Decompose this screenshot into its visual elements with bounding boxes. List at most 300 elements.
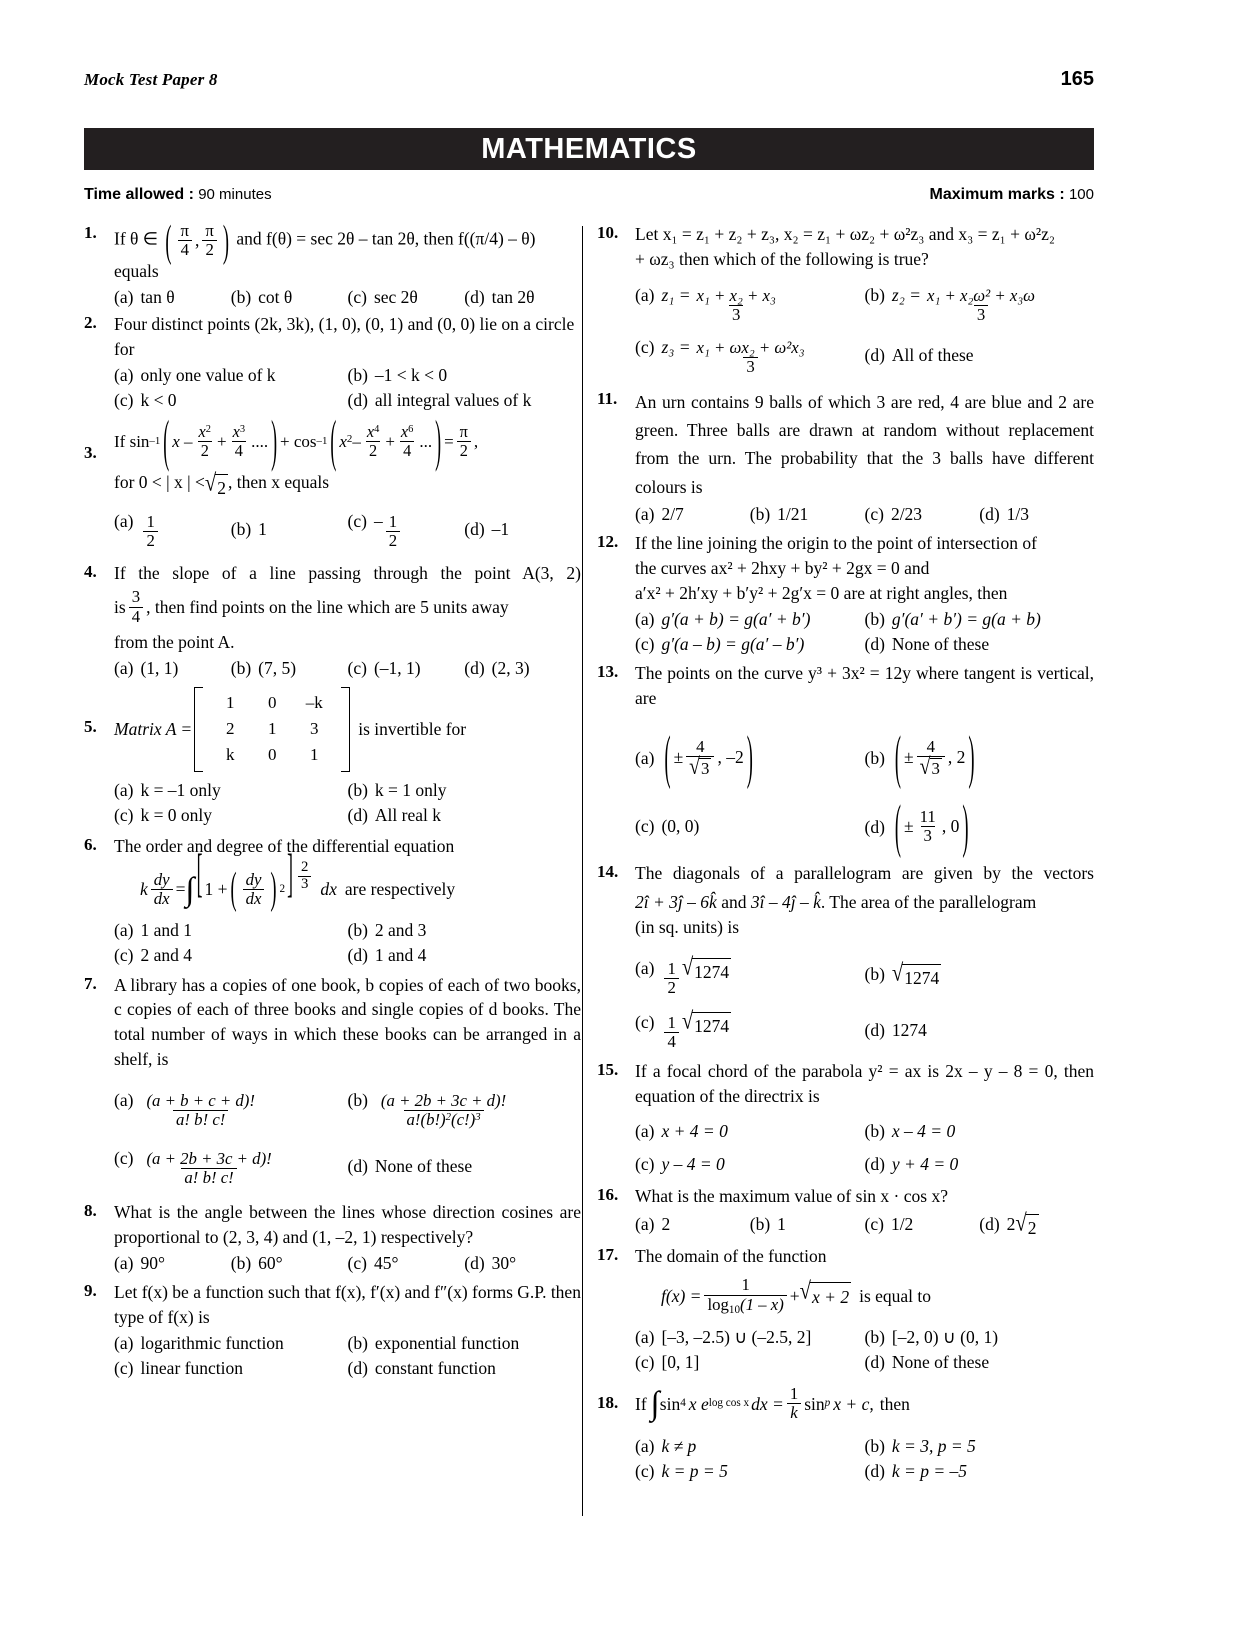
option-d[interactable] [464,285,581,310]
q3-f2ns: 3 [239,424,246,436]
running-head-title: Mock Test Paper 8 [84,70,218,89]
question-text: The points on the curve y³ + 3x² = 12y where tangent is vertical, are [635,663,1094,708]
option-c-label: (c) [635,1011,655,1032]
option-d[interactable] [464,656,581,681]
option-b-value: g′(a′ + b′) = g(a + b) [891,608,1041,629]
q3-cond-tail: , then x equals [228,471,330,492]
q1-text-b: and f(θ) = sec 2θ – tan 2θ, then f((π/4) – θ) [236,228,536,249]
option-b-label: (b) [347,1090,368,1111]
q13-options [635,721,1094,859]
option-c[interactable] [114,388,348,413]
option-a-label: (a) [635,1214,655,1235]
option-a[interactable] [114,778,348,803]
option-b[interactable] [231,285,348,310]
option-c-label: (c) [114,1148,134,1169]
option-d-label: (d) [979,504,1000,525]
option-a-num: x₁ + x₂ + x₃ [696,286,776,306]
option-c[interactable] [635,814,865,839]
question-text: A library has a copies of one book, b copies of each of two books, c copies of each of three books and single copies of d books. The total number of ways in which these books can be arranged in a shelf, is [114,974,581,1070]
option-c[interactable] [348,656,465,681]
running-head [84,68,1094,91]
question-number: 14. [597,861,619,881]
option-a-num: 1 [146,511,155,531]
option-c-label: (c) [114,1357,134,1378]
option-d[interactable] [348,388,582,413]
option-b[interactable] [865,283,1095,324]
q6-inner-paren: ( $\frac{dy}{dx}$ ) [230,863,277,912]
q17-den-sub: 10 [728,1303,740,1316]
option-c[interactable] [348,1251,465,1276]
option-b[interactable] [348,778,582,803]
option-c-den: 3 [743,357,757,376]
q3-f1ns: 2 [205,424,212,436]
question-number: 9. [84,1280,97,1300]
q18-sin2: sin [804,1393,825,1414]
q17-plus: + [789,1286,800,1307]
time-allowed [84,184,272,204]
option-d[interactable] [464,1251,581,1276]
option-b[interactable] [864,725,1095,790]
maximum-marks [930,184,1094,204]
option-d-label: (d) [864,816,885,837]
q3-condition [114,470,581,501]
q3-inner2b: – [352,431,361,451]
question-10 [597,222,1094,382]
q18-sin-sup: 4 [680,1397,686,1410]
option-d-value: constant function [374,1357,496,1378]
question-columns [84,216,1094,1522]
option-a-fd: 2 [664,978,678,997]
matrix-cell: –k [305,692,323,712]
question-number: 1. [84,223,97,242]
option-d-label: (d) [864,1461,885,1482]
option-c[interactable] [635,1148,865,1181]
option-c[interactable]: (c) $\frac{1}{4}$ √ 1274 [635,1008,730,1051]
option-c-label: (c) [635,1154,655,1175]
page-number: 165 [1060,68,1094,90]
option-a-label: (a) [114,365,134,385]
question-number: 13. [597,662,619,682]
option-c[interactable] [635,335,865,376]
q3-f3d: 2 [366,441,380,460]
q3-cond: for 0 < | x | < [114,471,205,492]
option-d-label: (d) [864,633,885,654]
option-b-num: (a + 2b + 3c + d)! [380,1091,507,1111]
q3-sup1: –1 [149,435,161,448]
question-number: 11. [597,388,618,408]
q5-tail: is invertible for [358,719,467,740]
option-b-value: –1 < k < 0 [374,365,448,385]
q3-options [114,507,581,553]
option-d-tail: , 0 [941,816,960,837]
option-b[interactable] [750,502,865,527]
option-b-label: (b) [749,1214,771,1235]
option-b-label: (b) [749,504,771,525]
option-a[interactable] [114,363,348,388]
question-3 [84,408,581,552]
option-b-label: (b) [230,1252,252,1273]
option-a[interactable]: (a) $\frac{1}{2}$ √ 1274 [635,954,730,997]
option-d-label: (d) [347,945,368,966]
q1-fracb-num: π [205,221,214,240]
option-b[interactable] [750,1212,865,1241]
option-a-label: (a) [114,1090,134,1111]
option-a[interactable] [635,1212,750,1241]
integral-icon: ∫ [650,1384,660,1422]
option-b-label: (b) [347,1332,368,1353]
q14-line-3: (in sq. units) is [635,916,740,937]
option-c-label: (c) [347,1252,367,1273]
q9-options [114,1331,581,1381]
option-a-label: (a) [635,747,655,768]
option-d[interactable] [464,517,581,542]
matrix-cell: 0 [268,745,277,765]
q3-paren2: ( $x^2$ – $\frac{x^4}{2}$ + $\frac{x^6}{4}$ ... ) [330,408,442,473]
question-number: 10. [597,223,619,242]
option-b-value: k = 3, p = 5 [891,1436,976,1457]
option-b[interactable] [865,1325,1095,1350]
q6-expn: 2 [300,859,309,876]
option-c[interactable] [114,943,348,968]
option-c-label: (c) [635,337,655,358]
q3-lead: If sin [114,431,150,451]
option-c[interactable] [635,1459,865,1484]
q18-sin: sin [659,1393,681,1414]
question-number: 2. [84,313,97,333]
option-c-label: (c) [635,1461,655,1482]
option-a[interactable] [635,725,865,790]
subject-title: MATHEMATICS [481,132,697,165]
question-number: 17. [597,1244,619,1264]
q8-options [114,1251,581,1276]
q10-options [635,278,1094,382]
q17-equation: f(x) = $\frac{1}{\log_{10}(1 - x)}$ + √ x + 2 is equal to [661,1275,932,1316]
option-b-rad: 1274 [902,964,941,991]
option-b-value: k = 1 only [374,779,447,800]
option-d[interactable] [348,1356,582,1381]
question-17 [597,1244,1094,1375]
option-b[interactable] [231,1251,348,1276]
option-a-value: tan θ [140,287,175,308]
question-number: 3. [84,443,97,463]
q6-dxend: dx [320,879,337,900]
q18-xe: x e [688,1393,709,1414]
question-15 [597,1059,1094,1181]
q1-text-a: If θ ∈ [114,228,159,249]
option-a-label: (a) [635,1326,655,1347]
option-a[interactable] [635,283,865,324]
option-a-den: 3 [729,305,743,324]
q3-f3n: x [366,422,375,442]
option-b[interactable] [348,363,582,388]
matrix-cell: 3 [310,719,319,739]
option-b-point: ( ± 4 √ 3 , 2 ) [894,725,975,790]
q18-lead: If [635,1393,647,1414]
q3-inner1a: x – [172,431,193,451]
option-c[interactable] [865,502,980,527]
q1-fracb-den: 2 [202,240,216,259]
q3-cond-rad: 2 [215,474,228,501]
option-c-den: 2 [386,531,400,550]
option-d-label: (d) [864,1351,885,1372]
option-a[interactable] [114,1331,348,1356]
option-c[interactable] [635,1350,865,1375]
option-b[interactable] [865,1434,1095,1459]
option-c[interactable] [114,1356,348,1381]
question-14 [597,861,1094,1058]
option-d-value: 1/3 [1006,504,1030,525]
option-b[interactable] [348,1331,582,1356]
option-b-num: x₁ + x₂ω² + x₃ω [927,286,1036,306]
option-b-label: (b) [864,963,885,984]
q18-exp: log cos x [708,1397,750,1410]
option-d-label: (d) [347,1156,368,1177]
matrix-cell: 1 [226,692,235,712]
maximum-marks-label: Maximum marks : [929,186,1065,203]
option-c-value: (–1, 1) [373,657,421,678]
option-b-value: 1 [777,1214,786,1235]
q18-fden: k [787,1403,800,1422]
option-a-num: 4 [696,736,705,756]
option-d-value: 30° [491,1252,517,1273]
option-d[interactable] [865,1148,1095,1181]
option-a[interactable] [114,509,231,550]
q3-sup2: –1 [316,435,328,448]
q3-f4n: x [400,422,409,442]
option-d-value: 1 and 4 [374,945,427,966]
option-b-den-s1: 2 [445,1111,452,1124]
option-a-value: g′(a + b) = g(a′ + b′) [661,608,811,629]
matrix-cell: 1 [268,719,277,739]
question-number: 5. [84,716,97,736]
option-a[interactable] [635,1325,865,1350]
q18-fnum: 1 [789,1384,799,1404]
q5-matrix-line [114,687,581,772]
matrix-cell: k [226,745,235,765]
option-c[interactable] [865,1212,980,1241]
option-b[interactable] [231,517,348,542]
option-d-label: (d) [464,1252,485,1273]
q6-dy2: dy [245,869,262,889]
question-8 [84,1200,581,1276]
q10-line-1: Let x₁ = z₁ + z₂ + z₃, x₂ = z₁ + ωz₂ + ω²z₃ and x₃ = z₁ + ω²z₂ [635,224,1055,244]
option-d-label: (d) [864,345,885,366]
option-d-rad: 2 [1026,1214,1039,1241]
question-6 [84,834,581,969]
option-a-point: ( ± 4 √ 3 , –2 ) [664,725,753,790]
option-c-value: 2/23 [890,504,923,525]
option-b-num: 4 [926,736,935,756]
question-13 [597,661,1094,859]
q6-one: 1 + [204,879,228,900]
time-allowed-label: Time allowed : [84,186,194,203]
q18-equation [635,1385,1094,1422]
option-c-label: (c) [347,287,367,308]
option-b[interactable] [865,607,1095,632]
option-d[interactable] [348,1154,582,1179]
q18-tail: then [879,1393,910,1414]
option-d-label: (d) [864,1154,885,1175]
q3-paren1: ( x – $\frac{x^2}{2}$ + $\frac{x^3}{4}$ .... ) [163,408,278,473]
option-c-label: (c) [114,390,134,411]
q18-sin2-sup: p [824,1397,831,1410]
option-b-lhs: z₂ = [891,285,921,306]
option-a[interactable] [114,1088,348,1129]
option-b-label: (b) [347,920,368,941]
option-b-den [404,1110,484,1129]
option-b-label: (b) [864,608,885,629]
q17-den-arg: (1 – x) [740,1294,784,1314]
option-d-label: (d) [464,657,485,678]
q3-equation [114,408,581,473]
q11-options [635,502,1094,527]
question-18 [597,1385,1094,1485]
q3-f3ns: 4 [374,424,380,436]
option-a[interactable] [635,607,865,632]
option-b-value: (7, 5) [258,657,297,678]
matrix-cell: 0 [268,692,277,712]
option-a-label: (a) [635,1121,655,1142]
option-c-num: x₁ + ωx₂ + ω²x₃ [696,338,805,358]
q16-options [635,1212,1094,1241]
question-text: If the slope of a line passing through the point A(3, 2) [114,562,581,583]
q6-dx: dx [151,889,173,908]
q3-inner2c: ... [419,431,433,451]
option-c-num: (a + 2b + 3c + d)! [146,1149,272,1169]
option-b[interactable] [348,1088,582,1129]
option-a-label: (a) [114,657,134,678]
q17-rad: x + 2 [810,1282,851,1310]
exam-meta-row [84,184,1094,204]
q17-options [635,1325,1094,1375]
option-c-label: (c) [864,504,884,525]
q6-expd: 3 [298,876,311,893]
q14-line2-tail: . The area of the parallelogram [820,891,1037,912]
option-c-value: g′(a – b) = g(a′ – b′) [661,633,805,654]
q12-line-2: the curves ax² + 2hxy + by² + 2gx = 0 and [635,558,930,579]
option-d-label: (d) [347,804,368,825]
option-d-value: y + 4 = 0 [891,1154,959,1175]
option-b[interactable] [231,656,348,681]
option-c-value: k = p = 5 [661,1461,728,1482]
option-b-value: cot θ [258,287,293,308]
question-9 [84,1280,581,1381]
q4-slope-line [114,588,581,625]
q14-vec1: 2î + 3ĵ – 6k̂ [635,891,717,912]
option-a[interactable] [114,1251,231,1276]
option-c[interactable] [114,803,348,828]
q17-tail: is equal to [859,1286,932,1307]
q3-f4ns: 6 [408,424,414,436]
option-b-label: (b) [864,1436,885,1457]
question-text: What is the maximum value of sin x · cos x? [635,1185,948,1206]
option-d-value: k = p = –5 [891,1461,968,1482]
option-b-den-a: a!(b!) [406,1110,446,1130]
option-d-den: 3 [921,826,935,845]
option-c[interactable] [348,285,465,310]
option-d[interactable] [348,943,582,968]
option-c-value: sec 2θ [373,287,418,308]
subject-title-bar [84,128,1094,170]
q14-options [635,949,1094,1057]
option-d[interactable] [348,803,582,828]
option-a[interactable] [114,656,231,681]
option-a-label: (a) [635,957,655,978]
option-b[interactable] [348,918,582,943]
option-d[interactable] [865,632,1095,657]
option-a-value: 2/7 [661,504,684,525]
integral-icon: ∫ [185,870,195,908]
option-a-value: 90° [140,1252,165,1273]
option-a[interactable] [635,1434,865,1459]
q3-sqrt: √ 2 [205,474,228,501]
option-c-value: 1/2 [890,1214,914,1235]
option-c-label: (c) [635,816,655,837]
option-a-value: k ≠ p [661,1436,697,1457]
option-c-fd: 4 [664,1032,678,1051]
option-b-den-s2: 3 [475,1111,481,1124]
option-d-point: ( ± $\frac{11}{3}$ , 0 ) [894,794,969,859]
option-c-value: k < 0 [140,390,177,411]
q7-options [114,1080,581,1196]
option-d[interactable] [865,343,1095,368]
option-a-label: (a) [635,608,655,629]
matrix-A [194,687,350,772]
q3-f5d: 2 [457,441,471,460]
q3-f4d: 4 [400,441,414,460]
question-number: 18. [597,1393,619,1413]
q4-text-c: , then find points on the line which are 5 units away [146,596,509,617]
option-b[interactable]: (b) √ 1274 [865,962,1095,991]
q3-f2n: x [232,422,240,442]
option-c[interactable]: (c) – $\frac{1}{2}$ [348,509,465,550]
option-d[interactable] [865,1018,1095,1043]
option-b-label: (b) [230,287,252,308]
q6-eq: = [175,879,186,900]
option-b-den: 3 [974,305,988,324]
q18-options [635,1434,1094,1484]
q5-lead: Matrix A = [114,719,193,740]
option-a[interactable] [635,502,750,527]
question-1 [84,216,581,310]
option-a[interactable] [114,285,231,310]
option-c[interactable] [114,1146,348,1187]
option-c[interactable] [635,632,865,657]
option-a-lhs: z₁ = [661,285,691,306]
option-c-label: (c) [635,633,655,654]
option-a[interactable] [635,1115,865,1148]
option-d[interactable] [865,1459,1095,1484]
option-b[interactable] [865,1115,1095,1148]
option-d[interactable] [864,794,1095,859]
option-c-label: (c) [114,945,134,966]
option-b-value: x – 4 = 0 [891,1121,956,1142]
maximum-marks-value: 100 [1068,186,1094,203]
q6-dx2: dx [243,889,265,908]
option-a-value: 2 [661,1214,671,1235]
q14-vectors [635,890,1094,915]
q6-k: k [140,879,148,900]
q4-fnum: 3 [131,587,141,607]
matrix-cell: 2 [226,719,235,739]
option-c-label: (c) [864,1214,884,1235]
question-number: 15. [597,1060,619,1080]
option-d[interactable]: (d) 2 √ 2 [979,1212,1094,1241]
option-d[interactable] [865,1350,1095,1375]
question-number: 16. [597,1184,619,1204]
option-d[interactable] [979,502,1094,527]
option-c-value: 2 and 4 [140,945,192,966]
